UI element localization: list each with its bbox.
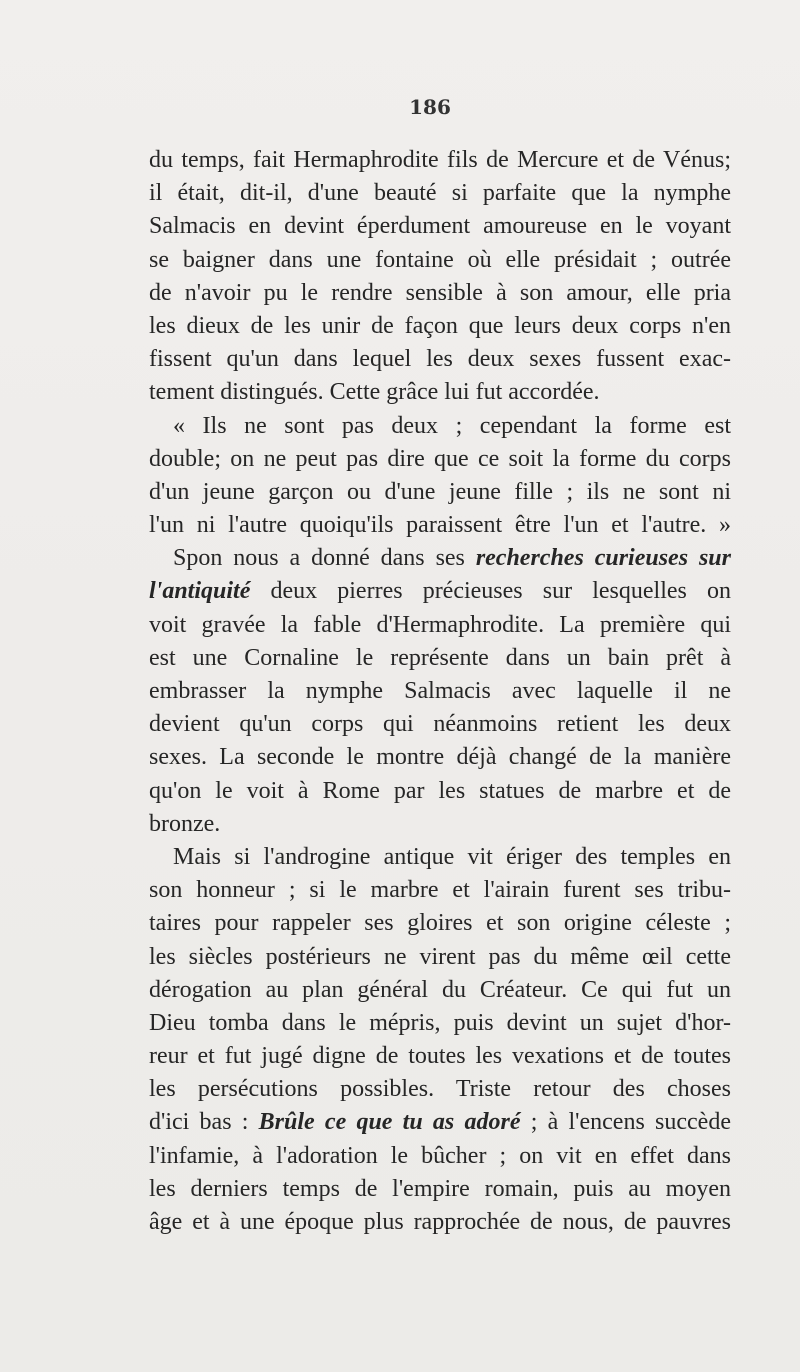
text-line: les derniers temps de l'empire romain, puis au moyen: [149, 1175, 731, 1202]
text-line: l'infamie, à l'adoration le bûcher ; on vit en effet dans: [149, 1142, 731, 1169]
book-title-italic: l'antiquité: [149, 578, 251, 605]
text-line: [149, 1106, 731, 1139]
text-line: son honneur ; si le marbre et l'airain furent ses tribu-: [149, 877, 731, 904]
text-line: Dieu tomba dans le mépris, puis devint un sujet d'hor-: [149, 1009, 731, 1036]
quote-italic: Brûle ce que tu as adoré: [258, 1109, 521, 1136]
text-line: « Ils ne sont pas deux ; cependant la forme est: [173, 412, 731, 439]
text-line: devient qu'un corps qui néanmoins retient les deux: [149, 711, 731, 738]
text-line: Salmacis en devint éperdument amoureuse en le voyant: [149, 213, 731, 240]
text-line: les persécutions possibles. Triste retour des choses: [149, 1076, 731, 1103]
text-line: taires pour rappeler ses gloires et son origine céleste ;: [149, 910, 731, 937]
text-line: il était, dit-il, d'une beauté si parfaite que la nymphe: [149, 180, 731, 207]
text-segment: Spon nous a donné dans ses: [173, 545, 476, 572]
text-line: l'un ni l'autre quoiqu'ils paraissent être l'un et l'autre. »: [149, 512, 731, 539]
book-title-italic: recherches curieuses sur: [475, 545, 731, 572]
text-line: tement distingués. Cette grâce lui fut accordée.: [149, 379, 600, 406]
text-line: fissent qu'un dans lequel les deux sexes fussent exac-: [149, 346, 731, 373]
text-line: âge et à une époque plus rapprochée de nous, de pauvres: [149, 1209, 731, 1235]
text-segment: deux pierres précieuses sur lesquelles on: [250, 578, 731, 605]
text-line: les siècles postérieurs ne virent pas du même œil cette: [149, 943, 731, 970]
body-text: [149, 144, 731, 1239]
text-line: [149, 542, 731, 575]
text-segment: d'ici bas :: [149, 1109, 259, 1136]
text-line: du temps, fait Hermaphrodite fils de Mercure et de Vénus;: [149, 147, 731, 173]
text-segment: ; à l'encens succède: [520, 1109, 731, 1136]
text-line: qu'on le voit à Rome par les statues de marbre et de: [149, 777, 731, 804]
text-line: sexes. La seconde le montre déjà changé de la manière: [149, 744, 731, 771]
page-number: 186: [409, 95, 451, 119]
text-line: d'un jeune garçon ou d'une jeune fille ; ils ne sont ni: [149, 478, 731, 505]
text-line: bronze.: [149, 810, 221, 837]
text-line: double; on ne peut pas dire que ce soit la forme du corps: [149, 445, 731, 472]
text-line: reur et fut jugé digne de toutes les vexations et de toutes: [149, 1043, 731, 1070]
text-line: est une Cornaline le représente dans un bain prêt à: [149, 644, 731, 671]
text-line: voit gravée la fable d'Hermaphrodite. La première qui: [149, 611, 731, 638]
text-line: se baigner dans une fontaine où elle présidait ; outrée: [149, 246, 731, 273]
text-line: embrasser la nymphe Salmacis avec laquelle il ne: [149, 678, 731, 704]
text-line: les dieux de les unir de façon que leurs deux corps n'en: [149, 312, 731, 339]
text-line: de n'avoir pu le rendre sensible à son amour, elle pria: [149, 279, 731, 306]
text-line: [149, 575, 731, 608]
text-line: dérogation au plan général du Créateur. Ce qui fut un: [149, 976, 731, 1003]
text-line: Mais si l'androgine antique vit ériger des temples en: [173, 843, 731, 870]
